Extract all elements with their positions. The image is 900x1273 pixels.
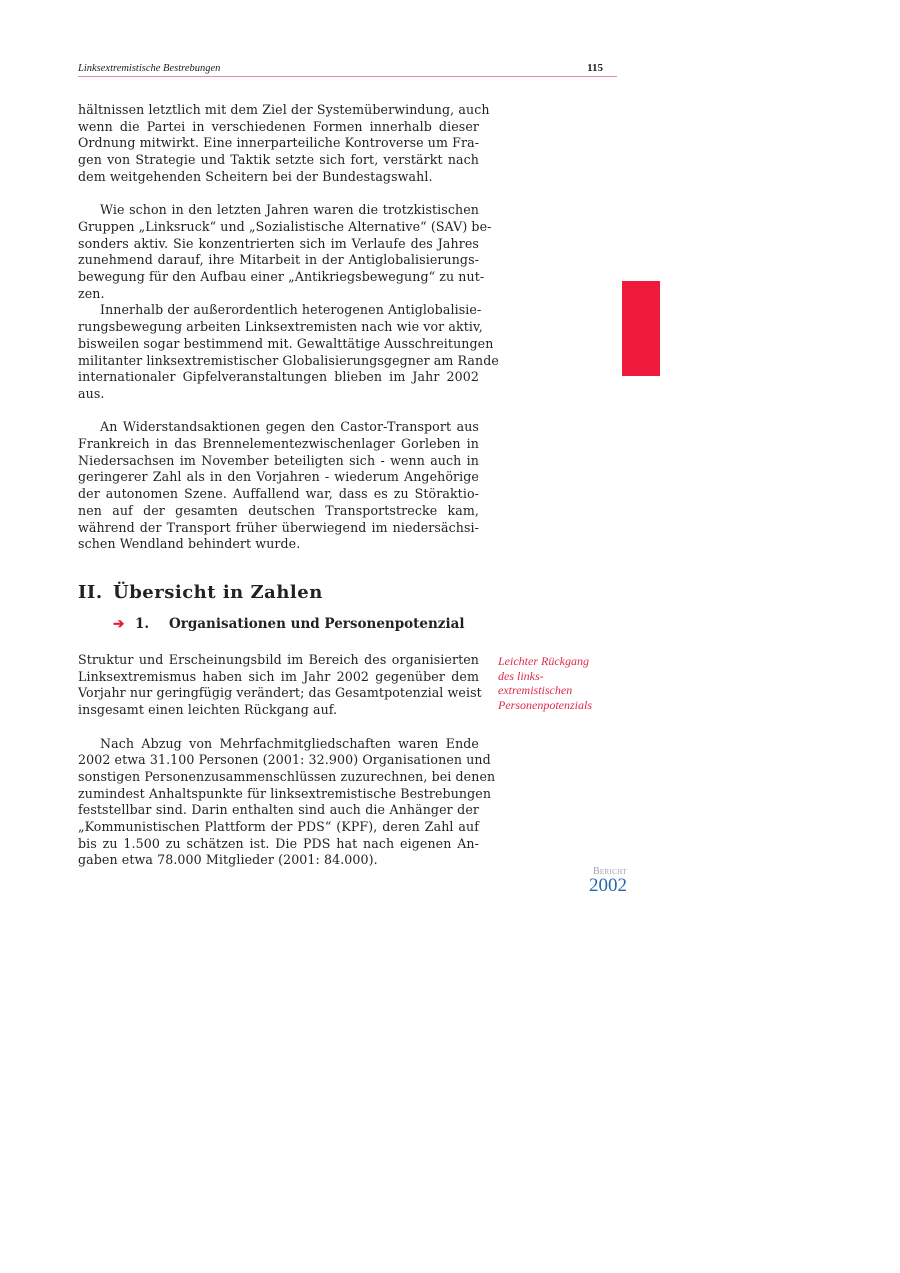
subsection-number: 1. (135, 616, 150, 632)
text-line: internationaler Gipfelveranstaltungen blieben im Jahr 2002 (78, 369, 479, 385)
arrow-right-icon: ➔ (113, 616, 125, 632)
report-logo (578, 866, 627, 894)
text-line: „Kommunistischen Plattform der PDS“ (KPF), deren Zahl auf (78, 819, 479, 835)
section-heading (78, 582, 323, 603)
running-header (78, 62, 617, 77)
text-line: dem weitgehenden Scheitern bei der Bundestagswahl. (78, 168, 433, 184)
text-line: bewegung für den Aufbau einer „Antikriegsbewegung“ zu nut- (78, 269, 485, 285)
text-line: Niedersachsen im November beteiligten sich - wenn auch in (78, 452, 479, 468)
body-text-top (78, 102, 499, 553)
text-line: sonstigen Personenzusammenschlüssen zuzurechnen, bei denen (78, 768, 496, 784)
text-line: Nach Abzug von Mehrfachmitgliedschaften waren Ende (100, 735, 479, 751)
text-line: Innerhalb der außerordentlich heterogenen Antiglobalisie- (100, 302, 482, 318)
subsection-title: Organisationen und Personenpotenzial (169, 616, 465, 632)
text-line: zumindest Anhaltspunkte für linksextremistische Bestrebungen (78, 785, 492, 801)
text-line: nen auf der gesamten deutschen Transportstrecke kam, (78, 502, 479, 518)
section-number: II. (78, 582, 103, 603)
margin-note (498, 654, 592, 712)
margin-note-line: extremistischen (498, 683, 573, 698)
text-line: insgesamt einen leichten Rückgang auf. (78, 702, 338, 718)
text-line: der autonomen Szene. Auffallend war, dass es zu Störaktio- (78, 486, 479, 502)
margin-note-line: Personenpotenzials (498, 697, 592, 712)
text-line: Vorjahr nur geringfügig verändert; das Gesamtpotenzial weist (78, 685, 482, 701)
text-line: 2002 etwa 31.100 Personen (2001: 32.900) Organisationen und (78, 752, 491, 768)
page-number: 115 (587, 62, 603, 74)
text-line: Frankreich in das Brennelementezwischenlager Gorleben in (78, 436, 479, 452)
text-line: sonders aktiv. Sie konzentrierten sich im Verlaufe des Jahres (78, 235, 479, 251)
text-line: militanter linksextremistischer Globalisierungsgegner am Rande (78, 352, 499, 368)
text-line: geringerer Zahl als in den Vorjahren - wiederum Angehörige (78, 469, 479, 485)
paragraph (78, 419, 479, 553)
text-line: bisweilen sogar bestimmend mit. Gewalttätige Ausschreitungen (78, 335, 494, 351)
margin-note-line: Leichter Rückgang (498, 654, 589, 668)
text-line: Ordnung mitwirkt. Eine innerparteiliche Kontroverse um Fra- (78, 135, 480, 151)
body-text-bottom (78, 652, 496, 869)
text-line: Gruppen „Linksruck“ und „Sozialistische Alternative“ (SAV) be- (78, 218, 492, 234)
text-line: zen. (78, 285, 105, 301)
text-line: schen Wendland behindert wurde. (78, 536, 301, 552)
text-line: zunehmend darauf, ihre Mitarbeit in der Antiglobalisierungs- (78, 252, 479, 268)
subsection-heading (113, 616, 464, 632)
text-line: aus. (78, 385, 105, 401)
text-line: gen von Strategie und Taktik setzte sich fort, verstärkt nach (78, 152, 479, 168)
paragraph (78, 202, 492, 302)
logo-word: Bericht (592, 866, 627, 877)
text-line: gaben etwa 78.000 Mitglieder (2001: 84.000). (78, 852, 378, 868)
margin-note-line: des links- (498, 668, 544, 683)
text-line: wenn die Partei in verschiedenen Formen innerhalb dieser (78, 118, 479, 134)
text-line: Wie schon in den letzten Jahren waren die trotzkistischen (100, 202, 479, 218)
text-line: während der Transport früher überwiegend im niedersächsi- (78, 519, 479, 535)
text-line: bis zu 1.500 zu schätzen ist. Die PDS hat nach eigenen An- (78, 835, 479, 851)
text-line: Linksextremismus haben sich im Jahr 2002 gegenüber dem (78, 668, 479, 684)
logo-year: 2002 (589, 875, 627, 896)
text-line: An Widerstandsaktionen gegen den Castor-Transport aus (100, 419, 479, 435)
section-title: Übersicht in Zahlen (113, 582, 323, 603)
text-line: rungsbewegung arbeiten Linksextremisten nach wie vor aktiv, (78, 319, 483, 335)
chapter-marker (622, 281, 660, 376)
paragraph (78, 735, 496, 870)
text-line: feststellbar sind. Darin enthalten sind auch die Anhänger der (78, 802, 479, 818)
text-line: hältnissen letztlich mit dem Ziel der Systemüberwindung, auch (78, 102, 490, 117)
paragraph (78, 102, 490, 186)
running-title: Linksextremistische Bestrebungen (78, 63, 221, 74)
paragraph (78, 302, 499, 402)
text-line: Struktur und Erscheinungsbild im Bereich des organisierten (78, 652, 479, 667)
paragraph (78, 652, 482, 719)
